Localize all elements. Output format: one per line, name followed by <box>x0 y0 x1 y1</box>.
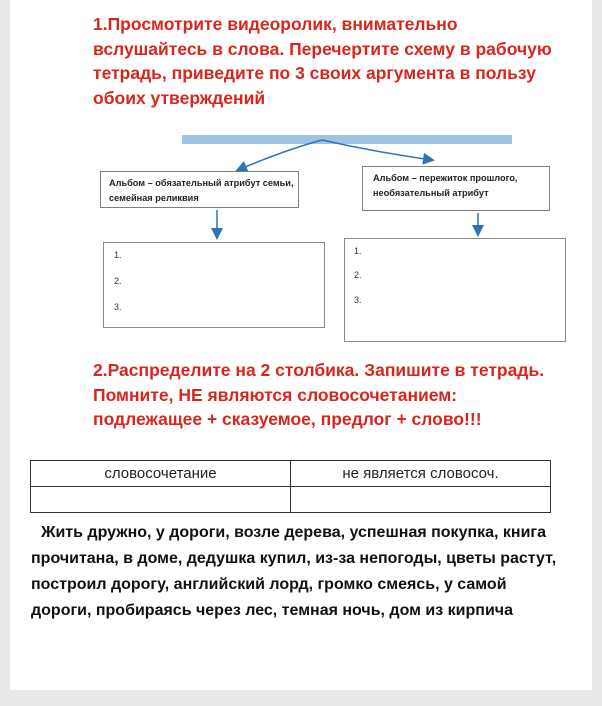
list-item: 2. <box>114 276 122 286</box>
table-header-row <box>31 461 551 487</box>
list-item: 1. <box>354 246 362 256</box>
exercise-text: Жить дружно, у дороги, возле дерева, успешная покупка, книга прочитана, в доме, дедушка купил, из-за непогоды, цветы растут, построил дорогу, английский лорд, громко смеясь, у самой дороги, пробираясь через лес, темная ночь, дом из кирпича <box>31 524 557 619</box>
column-header-phrase: словосочетание <box>31 461 291 487</box>
claim-right-box: Альбом – пережиток прошлого, необязательный атрибут <box>362 166 550 211</box>
sorting-table <box>30 460 551 513</box>
table-cell <box>291 487 551 513</box>
column-header-not-phrase: не является словосоч. <box>291 461 551 487</box>
table-row <box>31 487 551 513</box>
claim-left-box: Альбом – обязательный атрибут семьи, семейная реликвия <box>100 171 299 208</box>
exercise-text-block <box>31 520 561 624</box>
arguments-left-box <box>103 242 325 328</box>
scheme-top-bar <box>182 135 512 144</box>
list-item: 3. <box>114 302 122 312</box>
table-cell <box>31 487 291 513</box>
list-item: 2. <box>354 270 362 280</box>
list-item: 3. <box>354 295 362 305</box>
list-item: 1. <box>114 250 122 260</box>
task1-heading: 1.Просмотрите видеоролик, внимательно вслушайтесь в слова. Перечертите схему в рабочую тетрадь, приведите по 3 своих аргумента в пользу обоих утверждений <box>93 14 552 108</box>
arguments-right-box <box>344 238 566 342</box>
task2-heading: 2.Распределите на 2 столбика. Запишите в тетрадь. Помните, НЕ являются словосочетанием: подлежащее + сказуемое, предлог + слово!!! <box>93 360 545 429</box>
